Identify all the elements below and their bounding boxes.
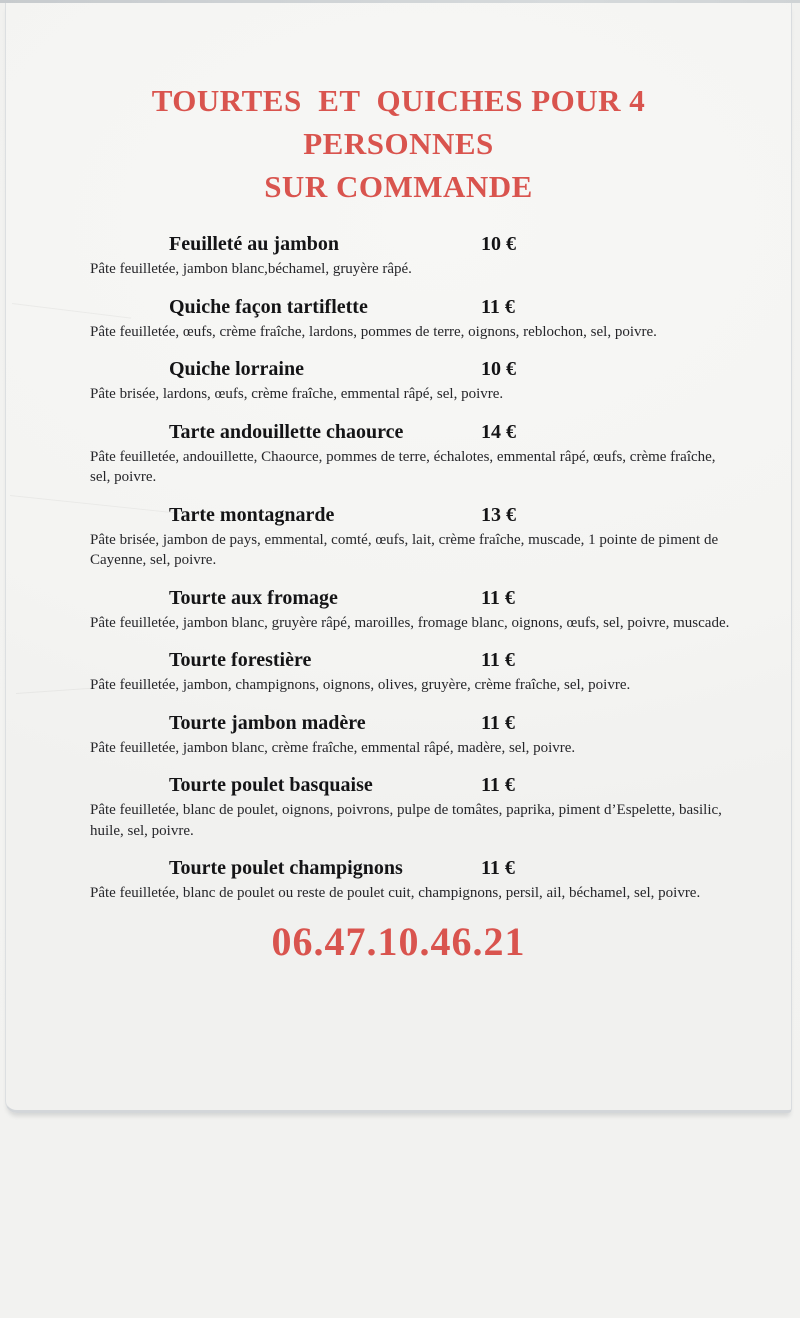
item-price: 10 € bbox=[481, 358, 516, 380]
menu-item-header bbox=[90, 647, 735, 673]
menu-title-line: PERSONNES bbox=[303, 126, 494, 161]
menu-item-header bbox=[90, 502, 735, 528]
menu-title bbox=[6, 79, 791, 208]
paper-sheet bbox=[5, 3, 792, 1113]
item-price: 11 € bbox=[481, 295, 515, 318]
menu-item-header bbox=[90, 710, 735, 736]
item-name: Quiche façon tartiflette bbox=[169, 295, 368, 318]
item-price: 11 € bbox=[481, 586, 515, 609]
menu-item-header bbox=[90, 356, 735, 382]
menu-item-header bbox=[90, 231, 735, 257]
item-description: Pâte feuilletée, blanc de poulet ou reste de poulet cuit, champignons, persil, ail, béchamel, sel, poivre. bbox=[90, 885, 701, 901]
item-description: Pâte feuilletée, jambon blanc, gruyère râpé, maroilles, fromage blanc, oignons, œufs, sel, poivre, muscade. bbox=[90, 614, 730, 631]
menu-item bbox=[90, 356, 735, 405]
menu-item bbox=[90, 231, 735, 280]
item-price: 11 € bbox=[481, 711, 515, 734]
item-name: Quiche lorraine bbox=[169, 358, 304, 380]
item-description: Pâte feuilletée, jambon blanc, crème fraîche, emmental râpé, madère, sel, poivre. bbox=[90, 739, 576, 756]
menu-item bbox=[90, 710, 735, 759]
menu-item-header bbox=[90, 772, 735, 798]
item-description: Pâte feuilletée, jambon, champignons, oignons, olives, gruyère, crème fraîche, sel, poivre. bbox=[90, 677, 631, 693]
item-name: Tourte forestière bbox=[169, 649, 312, 671]
item-name: Tourte poulet basquaise bbox=[169, 774, 373, 796]
item-description: Pâte brisée, lardons, œufs, crème fraîche, emmental râpé, sel, poivre. bbox=[90, 386, 504, 402]
menu-item bbox=[90, 502, 735, 571]
menu-items bbox=[90, 231, 735, 904]
menu-item-header bbox=[90, 294, 735, 320]
item-price: 11 € bbox=[481, 774, 515, 796]
menu-item bbox=[90, 855, 735, 904]
item-price: 11 € bbox=[481, 857, 515, 879]
menu-item bbox=[90, 419, 735, 488]
item-name: Tourte poulet champignons bbox=[169, 857, 403, 879]
item-name: Tarte montagnarde bbox=[169, 503, 335, 526]
item-description: Pâte feuilletée, andouillette, Chaource, pommes de terre, échalotes, emmental râpé, œufs, crème fraîche, sel, poivre. bbox=[90, 448, 716, 485]
menu-item bbox=[90, 294, 735, 343]
menu-title-line: SUR COMMANDE bbox=[264, 169, 533, 204]
menu-item bbox=[90, 585, 735, 634]
item-description: Pâte feuilletée, jambon blanc,béchamel, gruyère râpé. bbox=[90, 261, 412, 277]
item-name: Tourte jambon madère bbox=[169, 711, 366, 734]
item-price: 14 € bbox=[481, 420, 516, 443]
item-description: Pâte feuilletée, blanc de poulet, oignons, poivrons, pulpe de tomâtes, paprika, piment d’Espelette, basilic, huile, sel, poivre. bbox=[90, 802, 722, 839]
item-name: Feuilleté au jambon bbox=[169, 233, 339, 255]
item-name: Tarte andouillette chaource bbox=[169, 420, 404, 443]
phone-number: 06.47.10.46.21 bbox=[271, 918, 526, 964]
item-description: Pâte feuilletée, œufs, crème fraîche, lardons, pommes de terre, oignons, reblochon, sel, poivre. bbox=[90, 323, 657, 340]
menu-item-header bbox=[90, 855, 735, 881]
menu-item bbox=[90, 772, 735, 841]
item-price: 11 € bbox=[481, 649, 515, 671]
menu-item bbox=[90, 647, 735, 696]
menu-item-header bbox=[90, 419, 735, 445]
menu-title-line: TOURTES ET QUICHES POUR 4 bbox=[151, 83, 646, 118]
item-description: Pâte brisée, jambon de pays, emmental, comté, œufs, lait, crème fraîche, muscade, 1 pointe de piment de Cayenne, sel, poivre. bbox=[90, 531, 719, 568]
item-price: 13 € bbox=[481, 503, 516, 526]
item-name: Tourte aux fromage bbox=[169, 586, 338, 609]
item-price: 10 € bbox=[481, 233, 516, 255]
menu-item-header bbox=[90, 585, 735, 611]
